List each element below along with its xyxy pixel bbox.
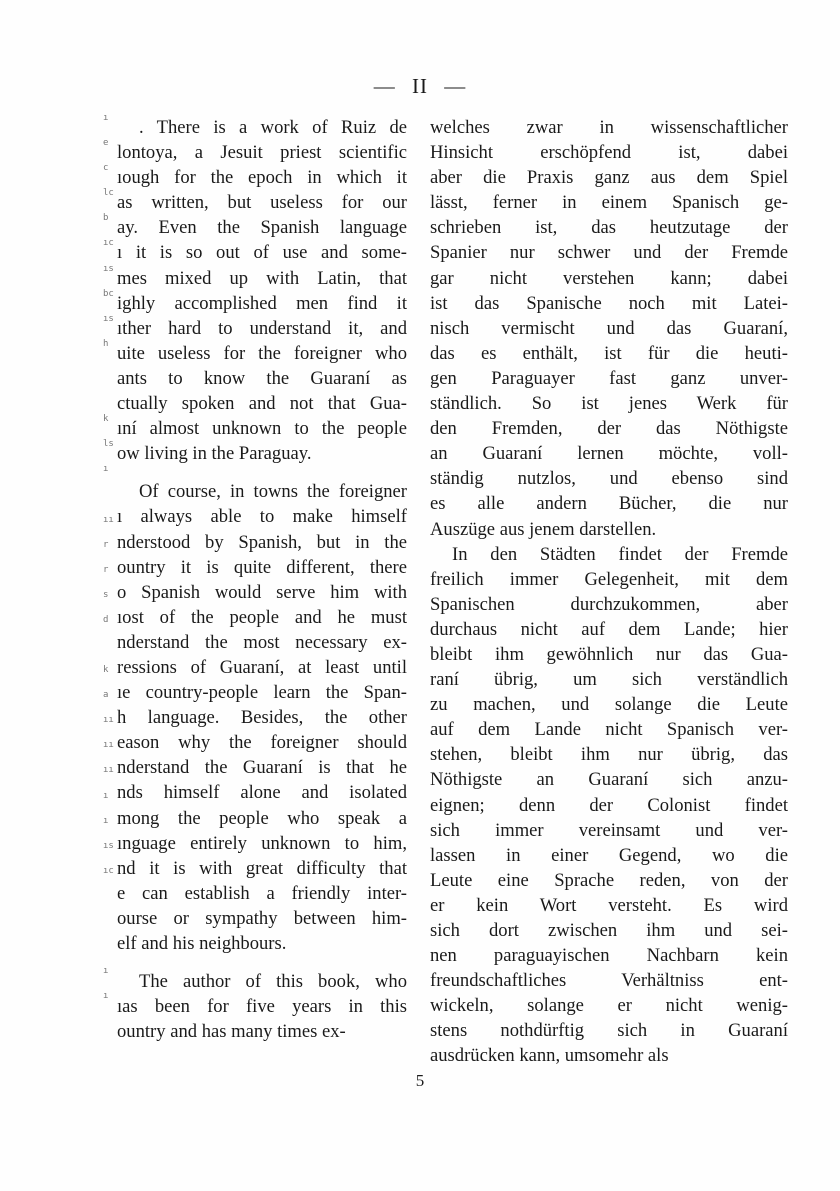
text-line: Leute eine Sprache reden, von der <box>430 869 788 891</box>
text-line: h language. Besides, the other <box>117 707 407 729</box>
english-column <box>117 115 407 1044</box>
text-line: Hinsicht erschöpfend ist, dabei <box>430 142 788 164</box>
text-line: durchaus nicht auf dem Lande; hier <box>430 618 788 640</box>
text-line: auf dem Lande nicht Spanisch ver- <box>430 719 788 741</box>
text-line: ow living in the Paraguay. <box>117 443 312 465</box>
margin-artifact: ıs <box>103 313 114 324</box>
margin-artifact <box>103 357 115 382</box>
margin-artifact: r <box>103 564 109 575</box>
text-line: Nöthigste an Guaraní sich anzu- <box>430 769 788 791</box>
margin-artifact: ıı <box>103 740 114 751</box>
header-dash-right: — <box>444 74 467 98</box>
margin-artifact: e <box>103 138 109 149</box>
margin-artifact <box>103 934 115 959</box>
text-line: es alle andern Bücher, die nur <box>430 493 788 515</box>
margin-artifact: ıı <box>103 715 114 726</box>
text-line: stens nothdürftig sich in Guaraní <box>430 1020 788 1042</box>
text-line: . There is a work of Ruiz de <box>139 117 407 138</box>
margin-artifact: d <box>103 614 109 625</box>
margin-artifact <box>103 884 115 909</box>
text-line: nen paraguayischen Nachbarn kein <box>430 945 788 967</box>
text-line: ourse or sympathy between him- <box>117 907 407 929</box>
paragraph <box>117 115 407 466</box>
text-line: zu machen, und solange die Leute <box>430 694 788 716</box>
margin-artifact <box>103 382 115 407</box>
text-line: ıough for the epoch in which it <box>117 167 407 189</box>
text-line: freundschaftliches Verhältniss ent- <box>430 970 788 992</box>
text-line: ıní almost unknown to the people <box>117 418 407 440</box>
text-line: nderstood by Spanish, but in the <box>117 531 407 553</box>
header-dash-left: — <box>373 74 396 98</box>
text-line: stehen, bleibt ihm nur übrig, das <box>430 744 788 766</box>
margin-artifact: b <box>103 213 109 224</box>
text-line: lontoya, a Jesuit priest scientific <box>117 142 407 164</box>
text-line: welches zwar in wissenschaftlicher <box>430 117 788 138</box>
text-line: Auszüge aus jenem darstellen. <box>430 518 657 540</box>
margin-artifact: ı <box>103 464 109 475</box>
text-line: ctually spoken and not that Gua- <box>117 393 407 415</box>
margin-artifact: ıs <box>103 263 114 274</box>
text-line: lassen in einer Gegend, wo die <box>430 844 788 866</box>
text-line: ständlich. So ist jenes Werk für <box>430 393 788 415</box>
margin-artifact: c <box>103 163 109 174</box>
text-line: nds himself alone and isolated <box>117 782 407 804</box>
text-line: nderstand the Guaraní is that he <box>117 757 407 779</box>
margin-artifact: a <box>103 690 109 701</box>
text-line: ıther hard to understand it, and <box>117 317 407 339</box>
text-line: ay. Even the Spanish language <box>117 217 407 239</box>
page-number-roman: II <box>412 74 428 98</box>
text-line: In den Städten findet der Fremde <box>452 543 788 565</box>
german-column <box>430 115 788 1069</box>
text-line: ants to know the Guaraní as <box>117 367 407 389</box>
paragraph <box>430 542 788 1069</box>
paragraph-gap <box>117 466 407 479</box>
text-line: sich dort zwischen ihm und sei- <box>430 920 788 941</box>
text-line: ıas been for five years in this <box>117 996 407 1018</box>
text-line: ountry and has many times ex- <box>117 1021 346 1043</box>
margin-artifact: r <box>103 539 109 550</box>
margin-artifact: ıc <box>103 238 114 249</box>
page-number: 5 <box>415 1071 425 1090</box>
text-line: bleibt ihm gewöhnlich nur das Gua- <box>430 643 788 665</box>
text-line: nderstand the most necessary ex- <box>117 631 407 653</box>
text-line: The author of this book, who <box>139 971 407 993</box>
text-line: ständig nutzlos, und ebenso sind <box>430 468 788 490</box>
margin-artifact: ıı <box>103 514 114 525</box>
text-line: lässt, ferner in einem Spanisch ge- <box>430 192 788 214</box>
text-line: nisch vermischt und das Guaraní, <box>430 317 788 339</box>
margin-artifact: ıs <box>103 840 114 851</box>
margin-artifact: lc <box>103 188 114 199</box>
margin-artifact: ıı <box>103 765 114 776</box>
margin-artifact: ı <box>103 991 109 1002</box>
text-line: ausdrücken kann, umsomehr als <box>430 1045 669 1067</box>
text-line: mes mixed up with Latin, that <box>117 267 407 289</box>
text-line: gen Paraguayer fast ganz unver- <box>430 367 788 389</box>
text-line: freilich immer Gelegenheit, mit dem <box>430 568 788 590</box>
text-line: an Guaraní lernen möchte, voll- <box>430 443 788 465</box>
paragraph <box>117 969 407 1044</box>
margin-artifact: s <box>103 589 109 600</box>
text-line: as written, but useless for our <box>117 192 407 214</box>
margin-artifact: k <box>103 665 109 676</box>
text-line: Of course, in towns the foreigner <box>139 481 407 503</box>
text-line: das es enthält, ist für die heuti- <box>430 342 788 364</box>
text-line: ist das Spanische noch mit Latei- <box>430 292 788 314</box>
paragraph <box>430 115 788 542</box>
margin-artifact: ls <box>103 439 114 450</box>
text-line: Spanier nur schwer und der Fremde <box>430 242 788 264</box>
text-line: er kein Wort versteht. Es wird <box>430 894 788 916</box>
text-line: eason why the foreigner should <box>117 732 407 754</box>
text-line: schrieben ist, das heutzutage der <box>430 217 788 239</box>
text-line: raní übrig, um sich verständlich <box>430 669 788 691</box>
text-line: gar nicht verstehen kann; dabei <box>430 267 788 289</box>
text-line: o Spanish would serve him with <box>117 581 407 603</box>
margin-artifact: ı <box>103 815 109 826</box>
scan-margin-artifacts <box>103 106 115 1009</box>
paragraph-gap <box>117 956 407 969</box>
margin-artifact: bc <box>103 288 114 299</box>
text-line: ıe country-people learn the Span- <box>117 682 407 704</box>
paragraph <box>117 479 407 956</box>
running-head <box>0 74 840 99</box>
text-line: wickeln, solange er nicht wenig- <box>430 995 788 1017</box>
margin-artifact: ı <box>103 790 109 801</box>
margin-artifact: ı <box>103 113 109 123</box>
margin-artifact <box>103 482 115 507</box>
text-line: ountry it is quite different, there <box>117 556 407 578</box>
text-line: ıost of the people and he must <box>117 606 407 628</box>
text-line: sich immer vereinsamt und ver- <box>430 819 788 841</box>
text-line: uite useless for the foreigner who <box>117 342 407 364</box>
margin-artifact <box>103 909 115 934</box>
text-line: elf and his neighbours. <box>117 933 287 954</box>
text-line: ı always able to make himself <box>117 506 407 528</box>
text-line: mong the people who speak a <box>117 807 407 829</box>
margin-artifact: k <box>103 414 109 425</box>
margin-artifact: ı <box>103 966 109 977</box>
margin-artifact: h <box>103 338 109 349</box>
text-line: ighly accomplished men find it <box>117 292 407 314</box>
text-line: den Fremden, der das Nöthigste <box>430 418 788 440</box>
text-line: ınguage entirely unknown to him, <box>117 832 407 854</box>
text-line: aber die Praxis ganz aus dem Spiel <box>430 167 788 189</box>
text-line: Spanischen durchzukommen, aber <box>430 593 788 615</box>
margin-artifact: ıc <box>103 865 114 876</box>
text-line: nd it is with great difficulty that <box>117 857 407 879</box>
margin-artifact <box>103 633 115 658</box>
text-line: e can establish a friendly inter- <box>117 882 407 904</box>
text-line: ı it is so out of use and some- <box>117 242 407 264</box>
text-line: ressions of Guaraní, at least until <box>117 656 407 678</box>
text-line: eignen; denn der Colonist findet <box>430 794 788 816</box>
